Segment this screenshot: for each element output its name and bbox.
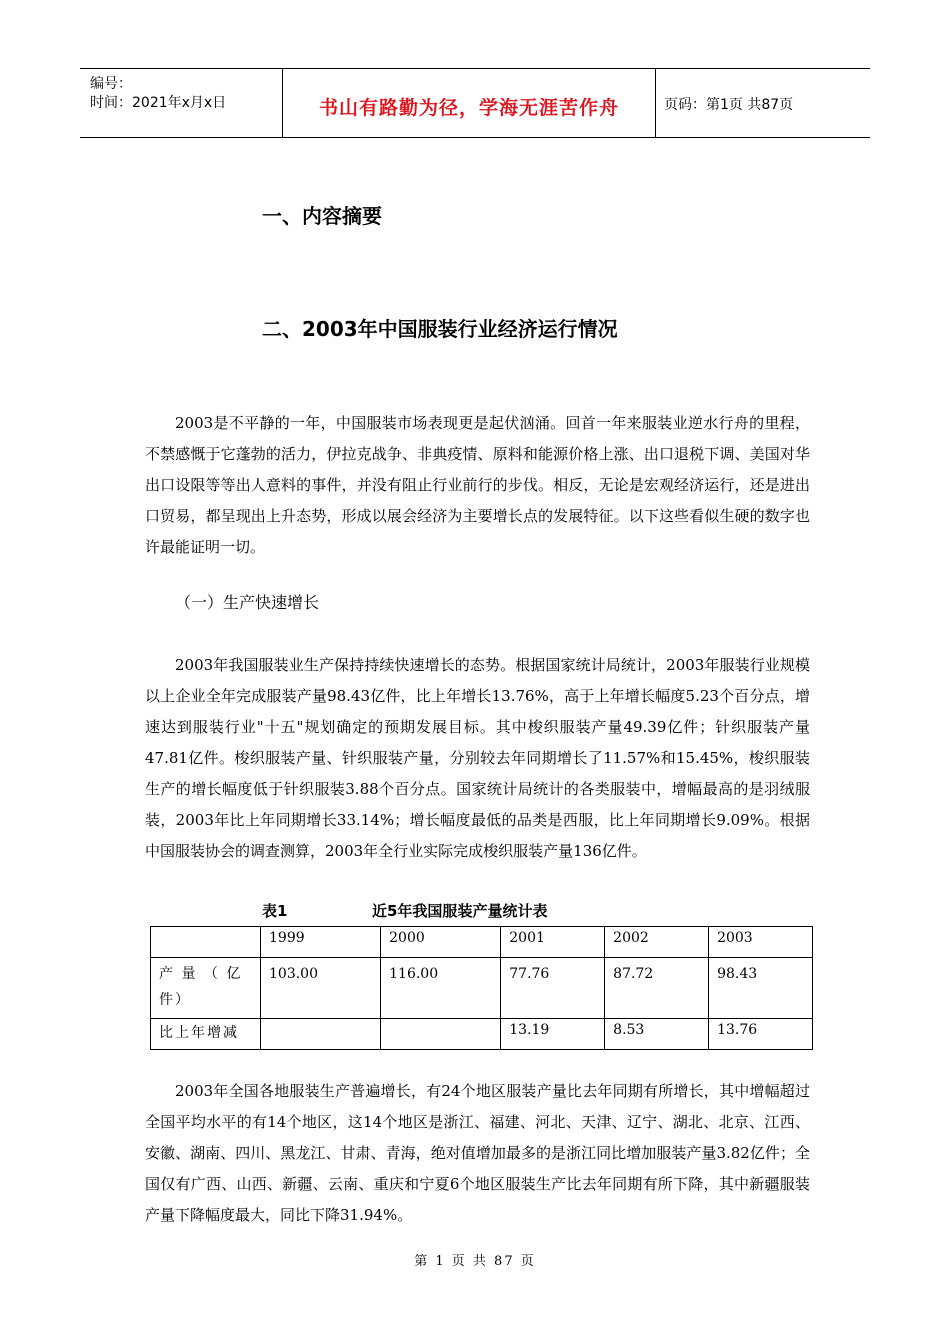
table-cell: 116.00 [381, 958, 501, 1019]
table-row-label: 比上年增减 [151, 1019, 261, 1050]
table-row-output [151, 958, 813, 1019]
table-cell: 13.19 [501, 1019, 605, 1050]
paragraph-production: 2003年我国服装业生产保持持续快速增长的态势。根据国家统计局统计，2003年服装行业规模以上企业全年完成服装产量98.43亿件，比上年增长13.76%，高于上年增长幅度5.23个百分点，增速达到服装行业"十五"规划确定的预期发展目标。其中梭织服装产量49.39亿件；针织服装产量47.81亿件。梭织服装产量、针织服装产量，分别较去年同期增长了11.57%和15.45%，梭织服装生产的增长幅度低于针织服装3.88个百分点。国家统计局统计的各类服装中，增幅最高的是羽绒服装，2003年比上年同期增长33.14%；增长幅度最低的品类是西服，比上年同期增长9.09%。根据中国服装协会的调查测算，2003年全行业实际完成梭织服装产量136亿件。 [145, 656, 810, 860]
table-cell [381, 1019, 501, 1050]
heading-industry-2003: 二、2003年中国服装行业经济运行情况 [262, 317, 618, 341]
header-left-cell [80, 69, 280, 137]
table-caption-number: 表1 [262, 902, 288, 920]
paragraph-intro: 2003是不平静的一年，中国服装市场表现更是起伏汹涌。回首一年来服装业逆水行舟的里程，不禁感慨于它蓬勃的活力，伊拉克战争、非典疫情、原料和能源价格上涨、出口退税下调、美国对华出口设限等等出人意料的事件，并没有阻止行业前行的步伐。相反，无论是宏观经济运行，还是进出口贸易，都呈现出上升态势，形成以展会经济为主要增长点的发展特征。以下这些看似生硬的数字也许最能证明一切。 [145, 414, 810, 556]
table-header-row [151, 927, 813, 958]
table-year-cell: 2000 [381, 927, 501, 958]
time-label: 时间：2021年x月x日 [90, 95, 227, 111]
table-year-cell: 2002 [605, 927, 709, 958]
motto: 书山有路勤为径，学海无涯苦作舟 [318, 97, 619, 119]
table-row-label: 产 量 （ 亿件） [151, 958, 261, 1019]
table-cell: 8.53 [605, 1019, 709, 1050]
document-header [80, 68, 870, 138]
table-row-change [151, 1019, 813, 1050]
page-footer: 第 1 页 共 87 页 [414, 1254, 536, 1269]
table-cell: 13.76 [709, 1019, 813, 1050]
table-cell: 98.43 [709, 958, 813, 1019]
production-table [150, 926, 813, 1050]
table-year-cell: 2001 [501, 927, 605, 958]
table-cell: 103.00 [261, 958, 381, 1019]
header-center-cell [282, 69, 656, 137]
heading-summary: 一、内容摘要 [262, 204, 382, 228]
table-cell: 77.76 [501, 958, 605, 1019]
table-year-cell: 2003 [709, 927, 813, 958]
table-caption [262, 900, 547, 921]
subheading-production: （一）生产快速增长 [175, 593, 320, 612]
table-corner-cell [151, 927, 261, 958]
paragraph-regions: 2003年全国各地服装生产普遍增长，有24个地区服装产量比去年同期有所增长，其中增幅超过全国平均水平的有14个地区，这14个地区是浙江、福建、河北、天津、辽宁、湖北、北京、江西、安徽、湖南、四川、黑龙江、甘肃、青海，绝对值增加最多的是浙江同比增加服装产量3.82亿件；全国仅有广西、山西、新疆、云南、重庆和宁夏6个地区服装生产比去年同期有所下降，其中新疆服装产量下降幅度最大，同比下降31.94%。 [145, 1082, 810, 1224]
header-right-cell [656, 69, 870, 137]
table-year-cell: 1999 [261, 927, 381, 958]
table-cell: 87.72 [605, 958, 709, 1019]
table-caption-title: 近5年我国服装产量统计表 [372, 902, 548, 920]
number-label: 编号： [90, 76, 132, 92]
page-info: 页码：第1页 共87页 [664, 97, 794, 113]
table-cell [261, 1019, 381, 1050]
